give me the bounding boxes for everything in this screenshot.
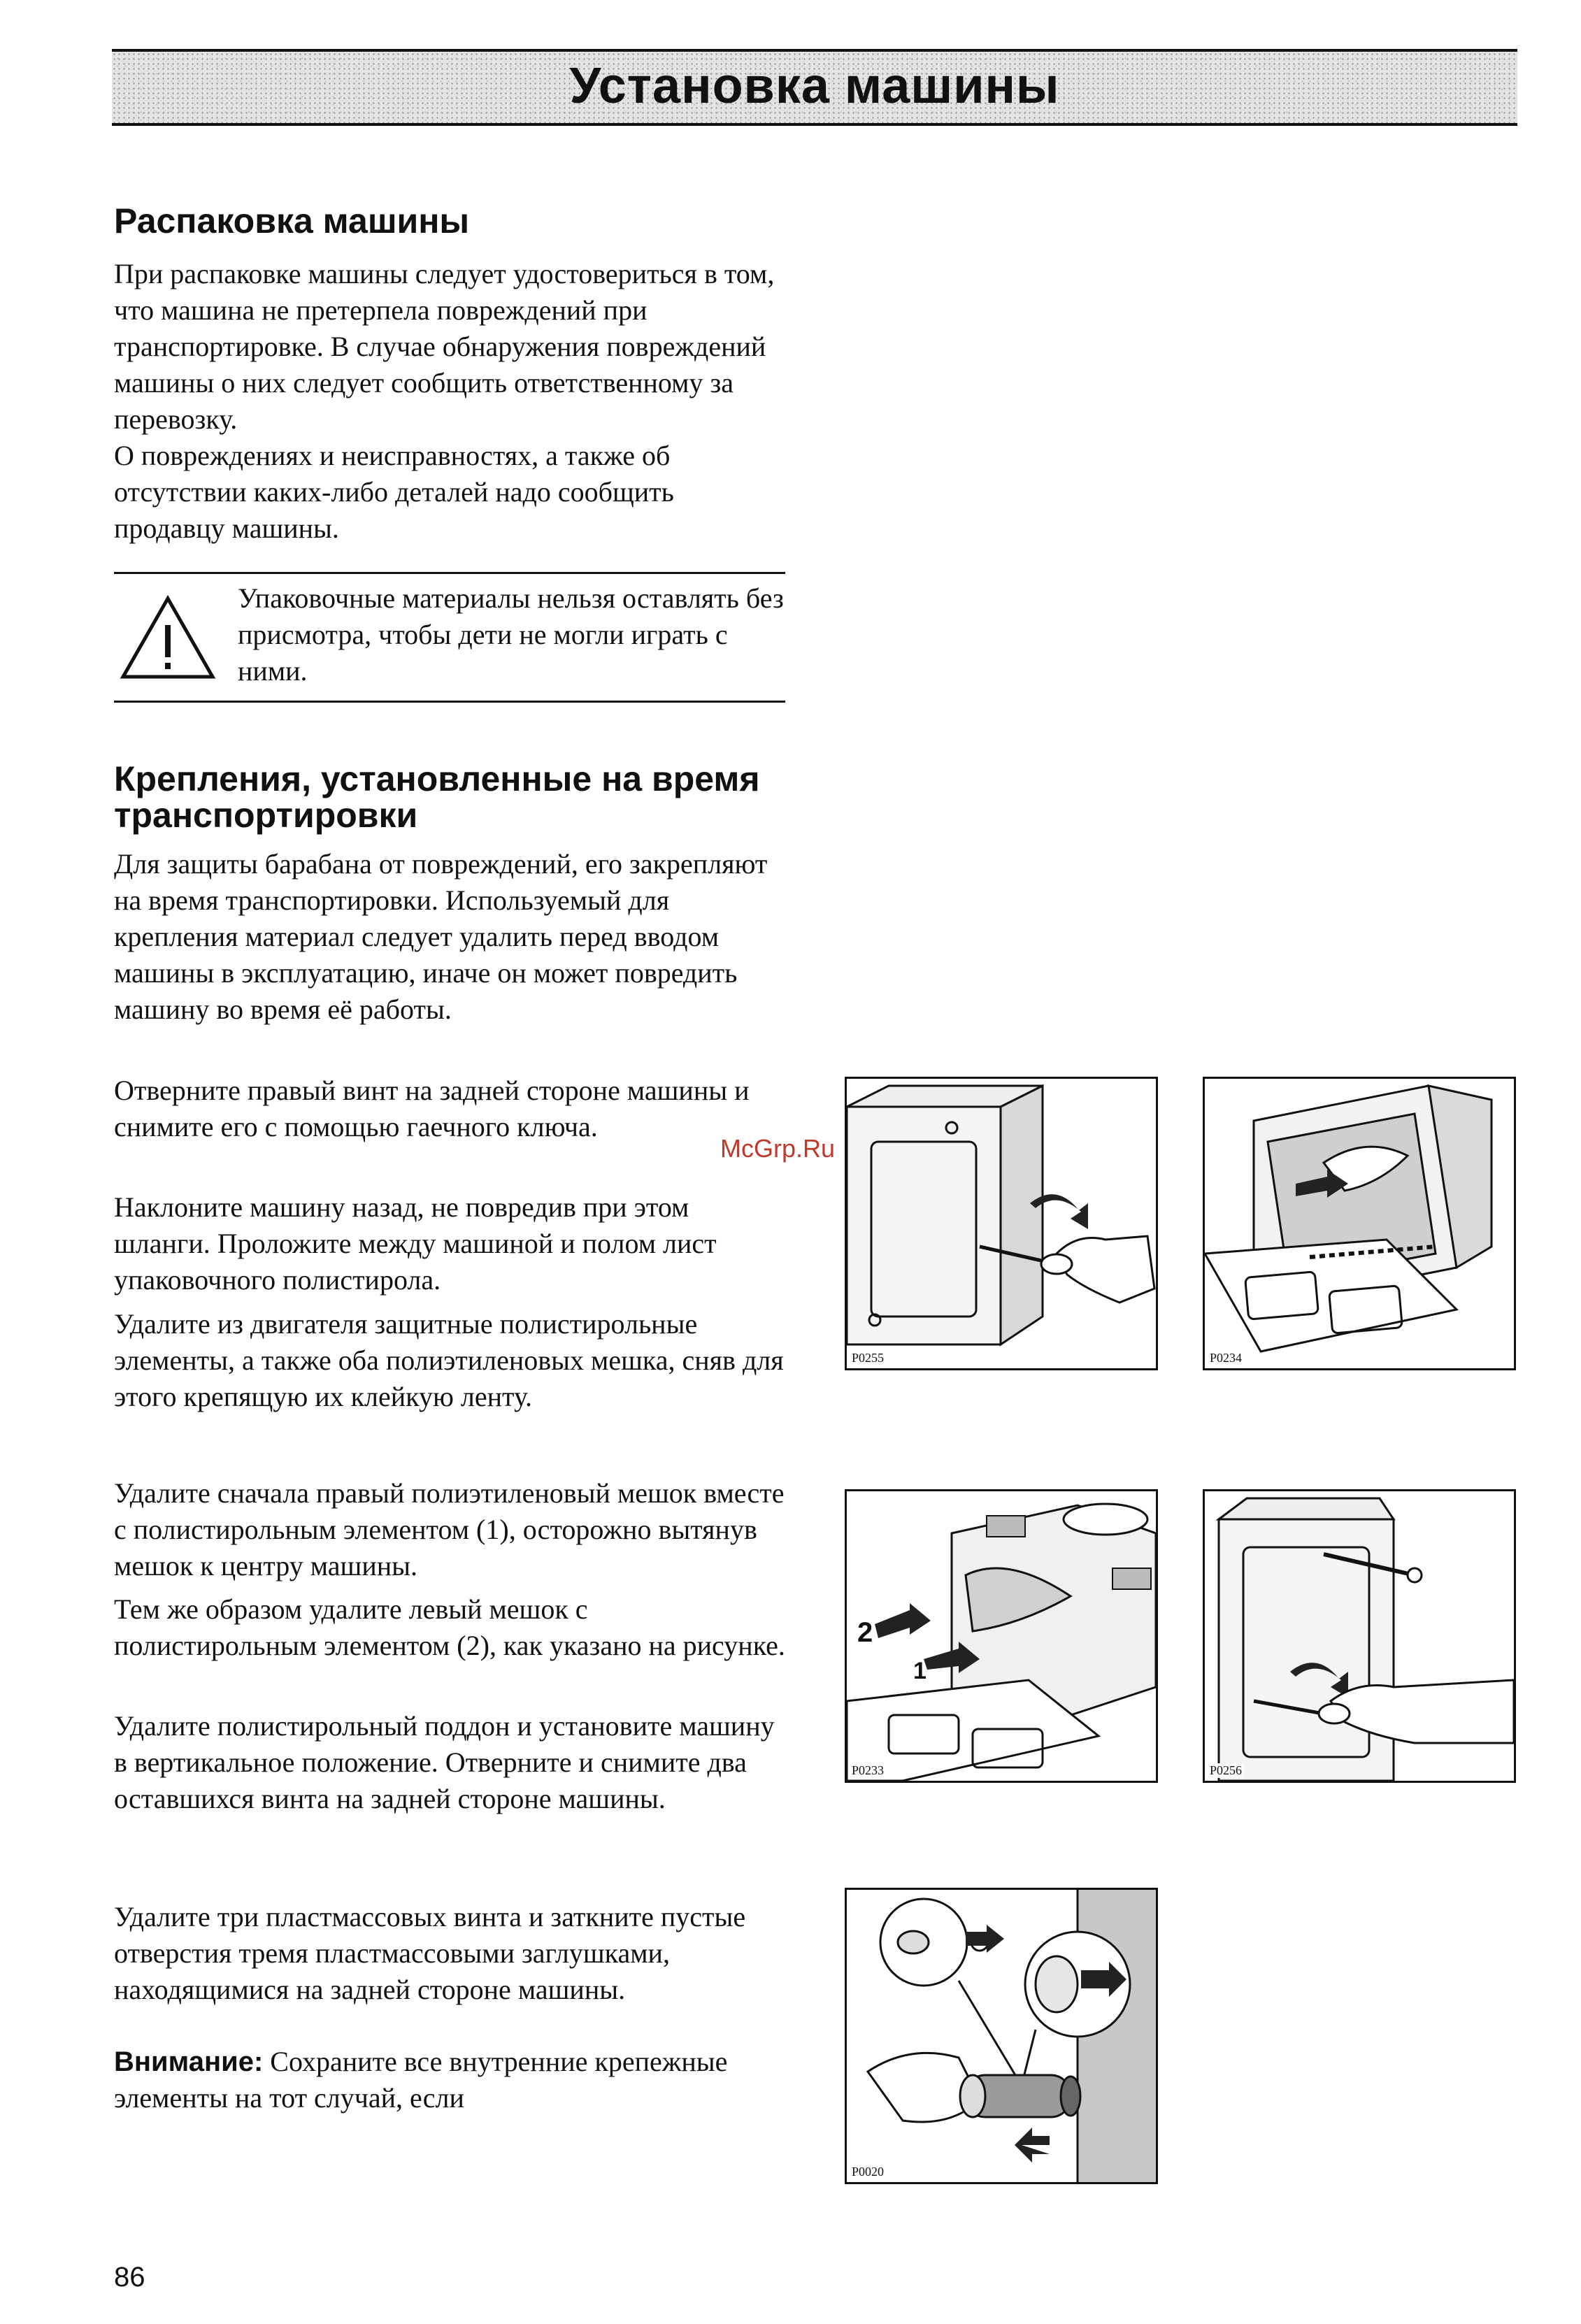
figure-code: P0233: [850, 1763, 886, 1778]
paragraph: Удалите сначала правый полиэтиленовый мешок вместе с полистирольным элементом (1), осторожно вытянув мешок к центру машины.: [114, 1477, 785, 1581]
warning-text: Упаковочные материалы нельзя оставлять без присмотра, чтобы дети не могли играть с ними.: [238, 582, 784, 687]
section-body-unpacking: [114, 256, 785, 547]
figure-code: P0234: [1208, 1351, 1244, 1365]
paragraph: Удалите три пластмассовых винта и заткните пустые отверстия тремя пластмассовыми заглушками, находящимися на задней стороне машины.: [114, 1901, 746, 2005]
warning-triangle-icon: [119, 594, 217, 682]
attention-note: [114, 2044, 785, 2116]
figure-p0256: [1203, 1489, 1516, 1783]
figure-p0255: [845, 1077, 1158, 1370]
attention-label: Внимание:: [114, 2046, 264, 2077]
watermark-text: McGrp.Ru: [720, 1134, 836, 1163]
paragraph: Наклоните машину назад, не повредив при этом шланги. Проложите между машиной и полом лист упаковочного полистирола.: [114, 1191, 717, 1296]
figure-p0020: [845, 1888, 1158, 2184]
figure-p0234: [1203, 1077, 1516, 1370]
paragraph: О повреждениях и неисправностях, а также об отсутствии каких-либо деталей надо сообщить продавцу машины.: [114, 440, 674, 544]
figure-label-1: 1: [913, 1658, 927, 1684]
figure-p0233: [845, 1489, 1158, 1783]
paragraph: Для защиты барабана от повреждений, его закрепляют на время транспортировки. Используемый для крепления материал следует удалить перед вводом машины в эксплуатацию, иначе он может повредить машину во время её работы.: [114, 848, 768, 1025]
paragraph: Удалите из двигателя защитные полистирольные элементы, а также оба полиэтиленовых мешка, сняв для этого крепящую их клейкую ленту.: [114, 1308, 784, 1412]
paragraph: Тем же образом удалите левый мешок с полистирольным элементом (2), как указано на рисунке.: [114, 1593, 785, 1661]
header-bar: [112, 49, 1517, 126]
page-title: Установка машины: [569, 58, 1060, 114]
figure-label-2: 2: [857, 1617, 873, 1648]
paragraph: Отверните правый винт на задней стороне машины и снимите его с помощью гаечного ключа.: [114, 1075, 750, 1142]
figure-code: P0020: [850, 2165, 886, 2179]
warning-bottom-rule: [114, 701, 785, 703]
page-number: 86: [114, 2262, 145, 2293]
section-heading-transport-locks: Крепления, установленные на время транспортировки: [114, 759, 760, 835]
section-heading-unpacking: Распаковка машины: [114, 201, 470, 241]
figure-code: P0256: [1208, 1763, 1244, 1778]
paragraph: Удалите полистирольный поддон и установите машину в вертикальное положение. Отверните и снимите два оставшихся винта на задней стороне машины.: [114, 1710, 775, 1814]
warning-top-rule: [114, 572, 785, 574]
attention-text: Сохраните все внутренние крепежные элементы на тот случай, если: [114, 2046, 728, 2114]
paragraph: При распаковке машины следует удостовериться в том, что машина не претерпела повреждений при транспортировке. В случае обнаружения повреждений машины о них следует сообщить ответственному за перевозку.: [114, 258, 775, 435]
figure-code: P0255: [850, 1351, 886, 1365]
